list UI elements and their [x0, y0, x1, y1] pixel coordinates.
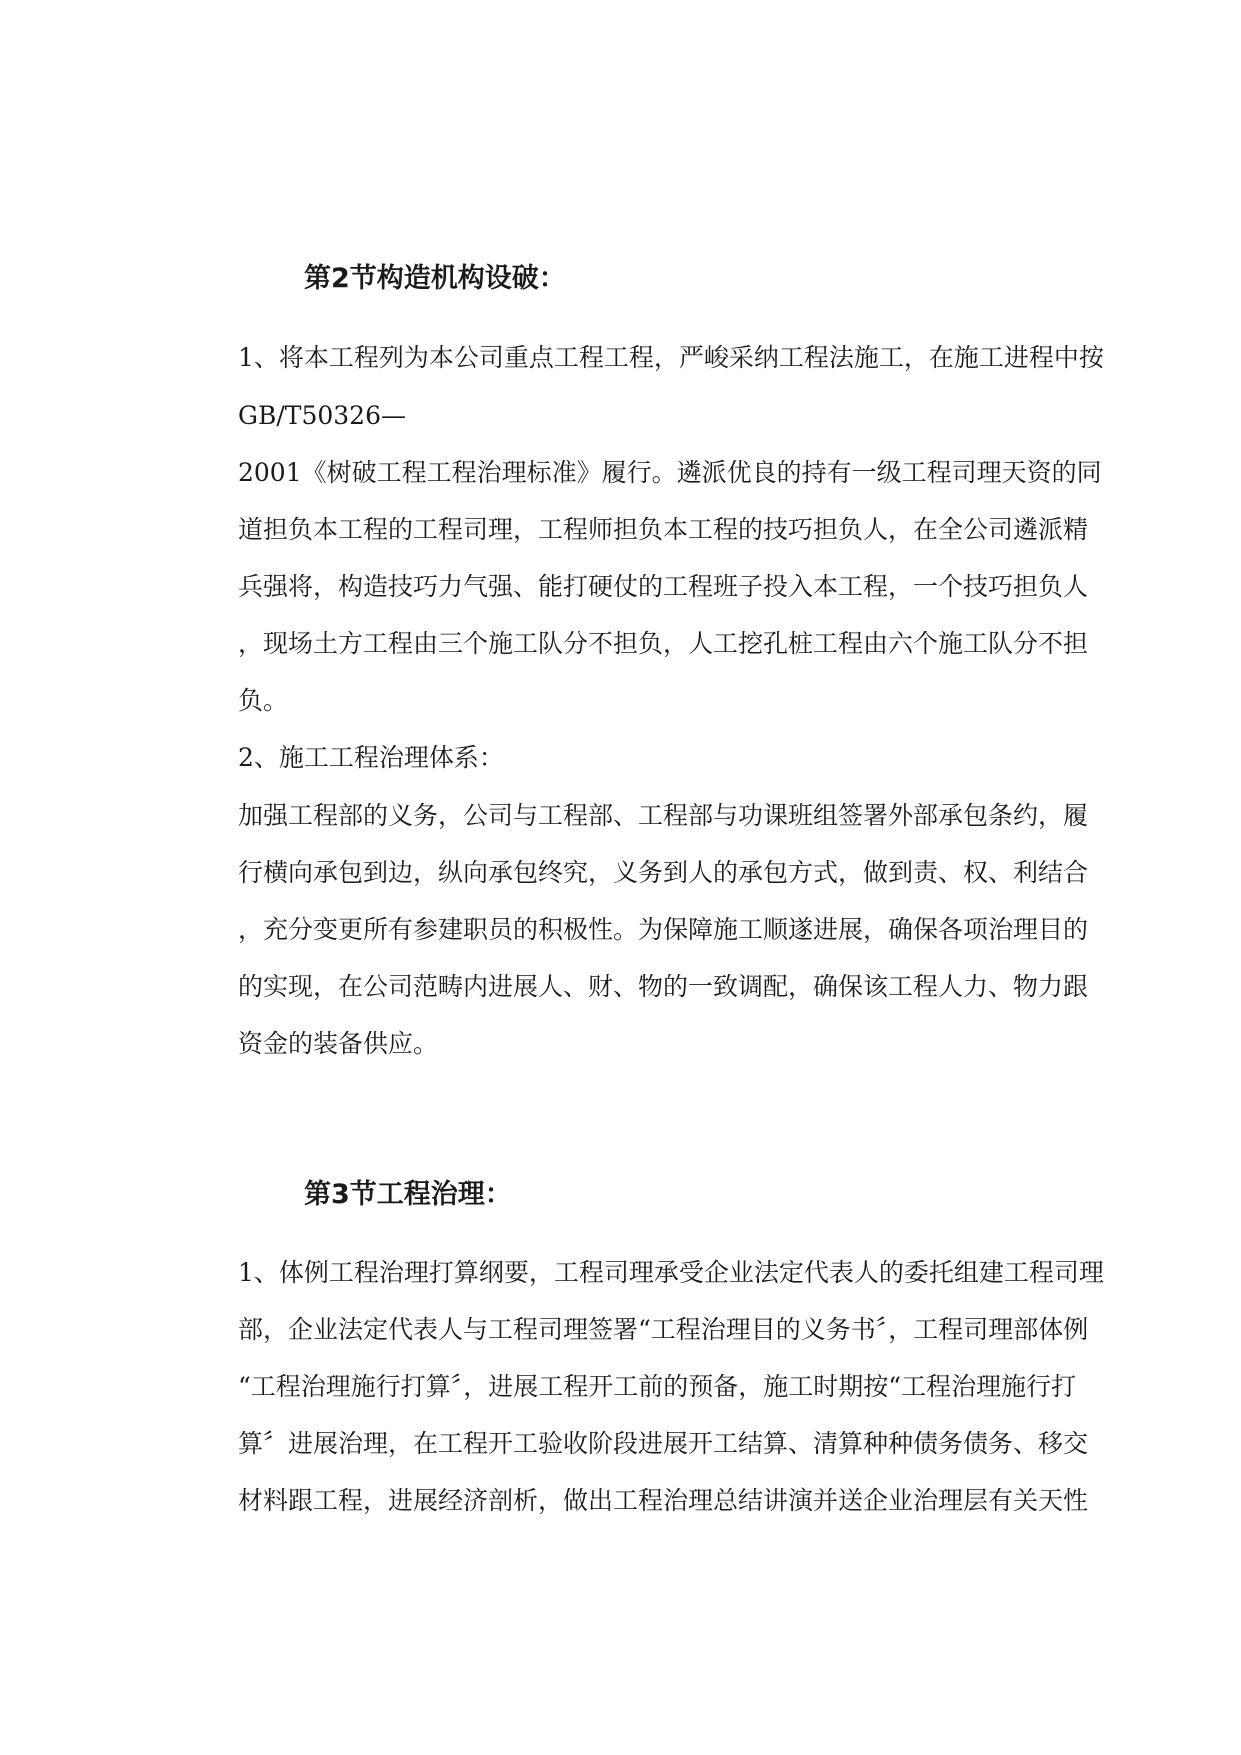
section-2-line: ，现场土方工程由三个施工队分不担负，人工挖孔桩工程由六个施工队分不担: [238, 629, 1089, 658]
section-2-line: 负。: [238, 686, 289, 715]
section-3-line: “工程治理施行打算〞，进展工程开工前的预备，施工时期按“工程治理施行打: [238, 1372, 1077, 1401]
section-3-line: 算〞进展治理，在工程开工验收阶段进展开工结算、清算种种债务债务、移交: [238, 1429, 1089, 1458]
section-2-line: 道担负本工程的工程司理，工程师担负本工程的技巧担负人，在全公司遴派精: [238, 515, 1089, 544]
section-2-line: 的实现，在公司范畴内进展人、财、物的一致调配，确保该工程人力、物力跟: [238, 972, 1089, 1001]
section-2-line: 行横向承包到边，纵向承包终究，义务到人的承包方式，做到责、权、利结合: [238, 858, 1089, 887]
section-3-heading: 第3节工程治理：: [304, 1179, 512, 1210]
section-3-line: 材料跟工程，进展经济剖析，做出工程治理总结讲演并送企业治理层有关天性: [238, 1486, 1089, 1515]
section-2-line: 2001《树破工程工程治理标准》履行。遴派优良的持有一级工程司理天资的同: [238, 458, 1102, 487]
section-3-line: 部，企业法定代表人与工程司理签署“工程治理目的义务书〞，工程司理部体例: [238, 1315, 1089, 1344]
section-2-line: GB/T50326—: [238, 401, 406, 430]
section-2-line: ，充分变更所有参建职员的积极性。为保障施工顺遂进展，确保各项治理目的: [238, 915, 1089, 944]
section-2-heading: 第2节构造机构设破：: [304, 263, 566, 294]
section-2-line: 1、将本工程列为本公司重点工程工程，严峻采纳工程法施工，在施工进程中按: [238, 343, 1104, 372]
section-2-line: 2、施工工程治理体系：: [238, 743, 504, 772]
section-2-line: 兵强将，构造技巧力气强、能打硬仗的工程班子投入本工程，一个技巧担负人: [238, 572, 1089, 601]
section-3-line: 1、体例工程治理打算纲要，工程司理承受企业法定代表人的委托组建工程司理: [238, 1258, 1104, 1287]
section-2-line: 资金的装备供应。: [238, 1029, 439, 1058]
section-2-line: 加强工程部的义务，公司与工程部、工程部与功课班组签署外部承包条约，履: [238, 801, 1089, 830]
